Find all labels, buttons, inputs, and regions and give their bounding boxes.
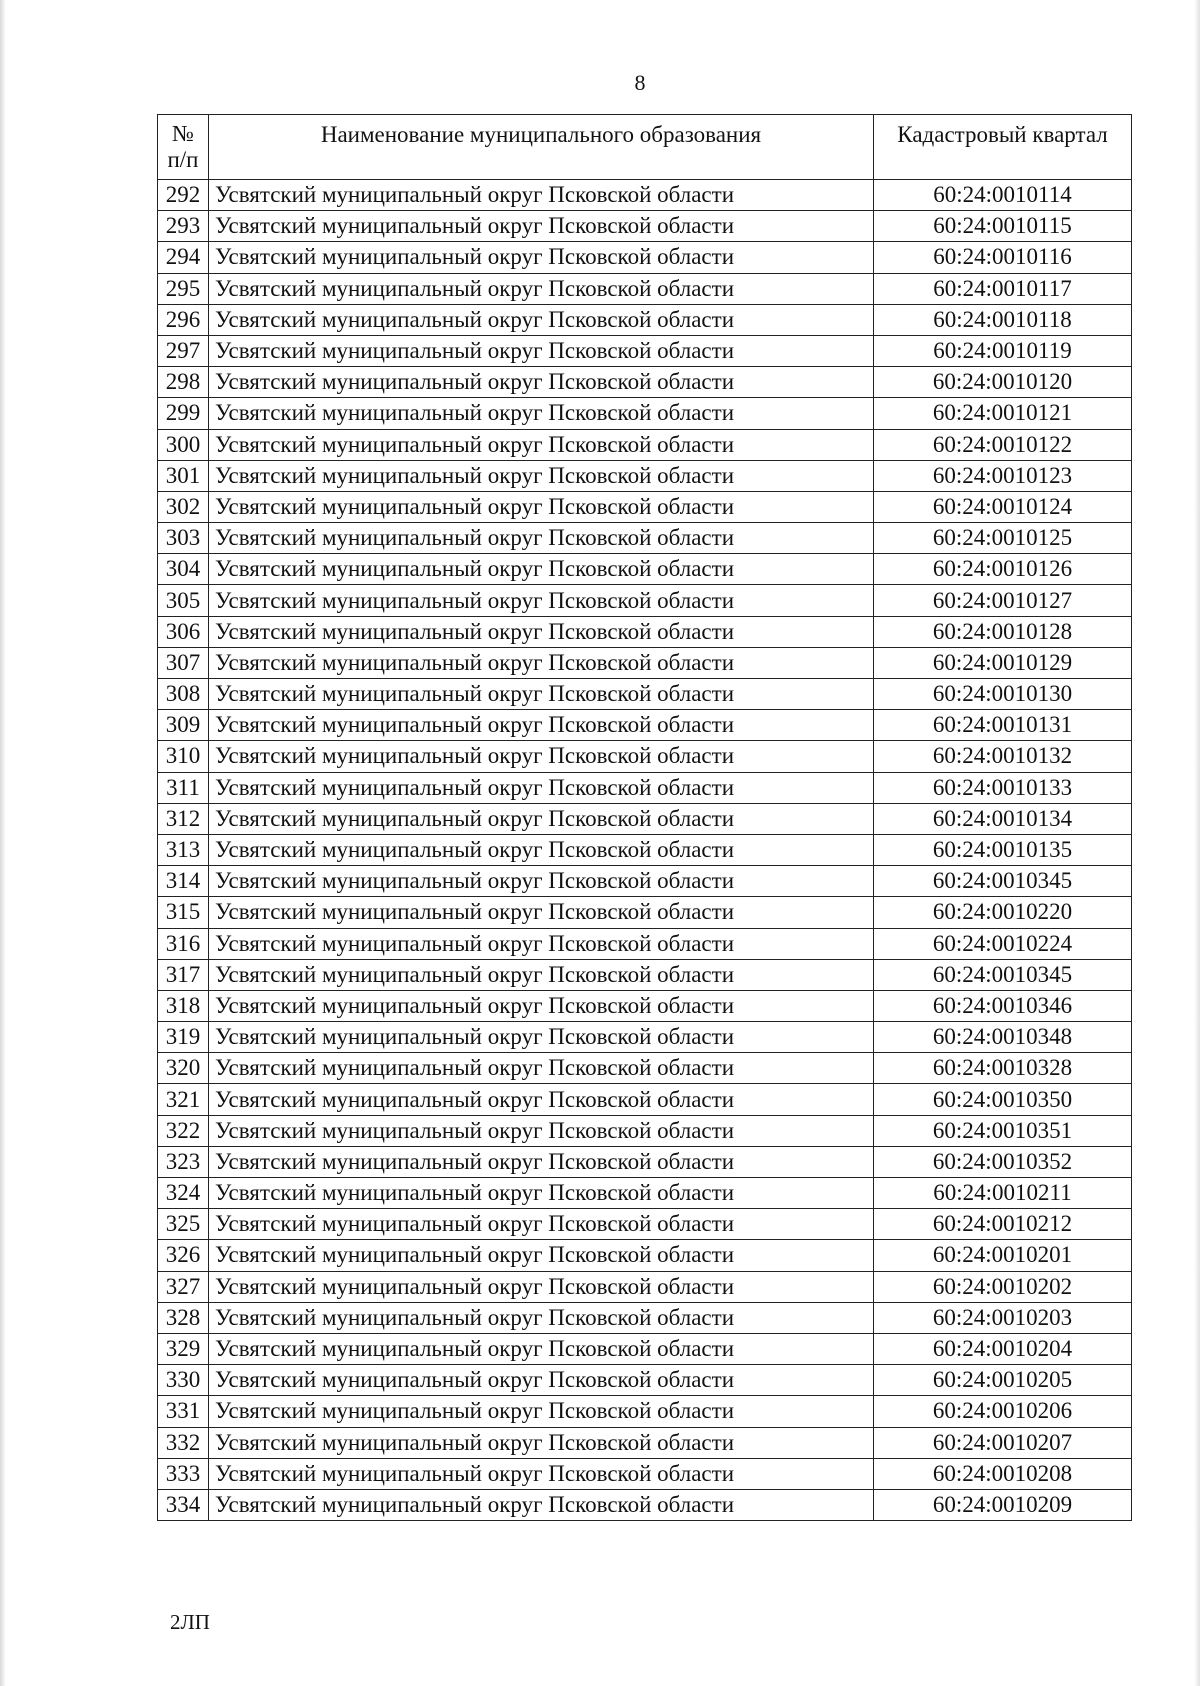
table-row [158, 1396, 1132, 1427]
row-municipality-name: Усвятский муниципальный округ Псковской области [209, 1365, 874, 1396]
table-row [158, 1365, 1132, 1396]
row-municipality-name: Усвятский муниципальный округ Псковской области [209, 710, 874, 741]
table-row [158, 335, 1132, 366]
row-municipality-name: Усвятский муниципальный округ Псковской области [209, 772, 874, 803]
row-cadastral-quarter: 60:24:0010117 [874, 273, 1132, 304]
table-row [158, 180, 1132, 211]
table-row [158, 897, 1132, 928]
row-number: 329 [158, 1333, 209, 1364]
header-cadastral-quarter: Кадастровый квартал [874, 115, 1132, 180]
row-number: 297 [158, 335, 209, 366]
row-cadastral-quarter: 60:24:0010120 [874, 367, 1132, 398]
row-number: 331 [158, 1396, 209, 1427]
row-municipality-name: Усвятский муниципальный округ Псковской области [209, 367, 874, 398]
row-number: 332 [158, 1427, 209, 1458]
row-municipality-name: Усвятский муниципальный округ Псковской области [209, 523, 874, 554]
row-cadastral-quarter: 60:24:0010209 [874, 1489, 1132, 1520]
row-municipality-name: Усвятский муниципальный округ Псковской области [209, 335, 874, 366]
table-row [158, 959, 1132, 990]
table-row [158, 679, 1132, 710]
row-number: 321 [158, 1084, 209, 1115]
row-municipality-name: Усвятский муниципальный округ Псковской области [209, 1084, 874, 1115]
row-cadastral-quarter: 60:24:0010352 [874, 1146, 1132, 1177]
row-number: 328 [158, 1302, 209, 1333]
row-municipality-name: Усвятский муниципальный округ Псковской области [209, 803, 874, 834]
row-municipality-name: Усвятский муниципальный округ Псковской области [209, 1209, 874, 1240]
row-number: 302 [158, 491, 209, 522]
row-number: 320 [158, 1053, 209, 1084]
table-row [158, 647, 1132, 678]
row-cadastral-quarter: 60:24:0010207 [874, 1427, 1132, 1458]
row-municipality-name: Усвятский муниципальный округ Псковской области [209, 1458, 874, 1489]
row-municipality-name: Усвятский муниципальный округ Псковской области [209, 990, 874, 1021]
row-municipality-name: Усвятский муниципальный округ Псковской области [209, 959, 874, 990]
row-number: 312 [158, 803, 209, 834]
row-cadastral-quarter: 60:24:0010119 [874, 335, 1132, 366]
row-cadastral-quarter: 60:24:0010348 [874, 1022, 1132, 1053]
row-number: 293 [158, 211, 209, 242]
table-row [158, 1333, 1132, 1364]
table-row [158, 616, 1132, 647]
row-cadastral-quarter: 60:24:0010201 [874, 1240, 1132, 1271]
row-number: 308 [158, 679, 209, 710]
row-cadastral-quarter: 60:24:0010127 [874, 585, 1132, 616]
table-row [158, 1084, 1132, 1115]
row-cadastral-quarter: 60:24:0010115 [874, 211, 1132, 242]
row-cadastral-quarter: 60:24:0010350 [874, 1084, 1132, 1115]
table-row [158, 1240, 1132, 1271]
row-number: 314 [158, 866, 209, 897]
row-municipality-name: Усвятский муниципальный округ Псковской области [209, 1271, 874, 1302]
row-municipality-name: Усвятский муниципальный округ Псковской области [209, 928, 874, 959]
table-row [158, 211, 1132, 242]
table-row [158, 1458, 1132, 1489]
row-number: 305 [158, 585, 209, 616]
row-number: 317 [158, 959, 209, 990]
row-cadastral-quarter: 60:24:0010123 [874, 460, 1132, 491]
row-number: 333 [158, 1458, 209, 1489]
row-number: 313 [158, 834, 209, 865]
row-cadastral-quarter: 60:24:0010132 [874, 741, 1132, 772]
scan-edge-left [0, 0, 6, 1686]
row-cadastral-quarter: 60:24:0010122 [874, 429, 1132, 460]
row-number: 296 [158, 304, 209, 335]
row-number: 301 [158, 460, 209, 491]
table-row [158, 928, 1132, 959]
row-municipality-name: Усвятский муниципальный округ Псковской области [209, 429, 874, 460]
footer-mark: 2ЛП [170, 1610, 210, 1634]
row-municipality-name: Усвятский муниципальный округ Псковской области [209, 1396, 874, 1427]
row-number: 295 [158, 273, 209, 304]
row-municipality-name: Усвятский муниципальный округ Псковской области [209, 1302, 874, 1333]
row-cadastral-quarter: 60:24:0010203 [874, 1302, 1132, 1333]
row-number: 323 [158, 1146, 209, 1177]
row-cadastral-quarter: 60:24:0010346 [874, 990, 1132, 1021]
table-row [158, 866, 1132, 897]
row-cadastral-quarter: 60:24:0010116 [874, 242, 1132, 273]
row-municipality-name: Усвятский муниципальный округ Псковской области [209, 398, 874, 429]
table-row [158, 398, 1132, 429]
table-row [158, 1115, 1132, 1146]
row-number: 303 [158, 523, 209, 554]
row-municipality-name: Усвятский муниципальный округ Псковской области [209, 1427, 874, 1458]
row-number: 307 [158, 647, 209, 678]
row-municipality-name: Усвятский муниципальный округ Псковской области [209, 1053, 874, 1084]
row-municipality-name: Усвятский муниципальный округ Псковской области [209, 834, 874, 865]
scan-edge-right [1194, 0, 1200, 1686]
row-cadastral-quarter: 60:24:0010125 [874, 523, 1132, 554]
row-municipality-name: Усвятский муниципальный округ Псковской области [209, 1022, 874, 1053]
row-number: 324 [158, 1178, 209, 1209]
row-number: 309 [158, 710, 209, 741]
row-cadastral-quarter: 60:24:0010118 [874, 304, 1132, 335]
table-row [158, 1053, 1132, 1084]
row-number: 322 [158, 1115, 209, 1146]
row-municipality-name: Усвятский муниципальный округ Псковской области [209, 1146, 874, 1177]
row-cadastral-quarter: 60:24:0010212 [874, 1209, 1132, 1240]
row-number: 304 [158, 554, 209, 585]
row-municipality-name: Усвятский муниципальный округ Псковской области [209, 616, 874, 647]
row-cadastral-quarter: 60:24:0010345 [874, 959, 1132, 990]
row-municipality-name: Усвятский муниципальный округ Псковской области [209, 211, 874, 242]
row-municipality-name: Усвятский муниципальный округ Псковской области [209, 460, 874, 491]
row-municipality-name: Усвятский муниципальный округ Псковской области [209, 1489, 874, 1520]
header-municipality-name: Наименование муниципального образования [209, 115, 874, 180]
row-cadastral-quarter: 60:24:0010202 [874, 1271, 1132, 1302]
row-cadastral-quarter: 60:24:0010224 [874, 928, 1132, 959]
row-cadastral-quarter: 60:24:0010134 [874, 803, 1132, 834]
table-row [158, 741, 1132, 772]
table-row [158, 491, 1132, 522]
table-row [158, 460, 1132, 491]
row-cadastral-quarter: 60:24:0010204 [874, 1333, 1132, 1364]
table-row [158, 803, 1132, 834]
table-row [158, 523, 1132, 554]
row-municipality-name: Усвятский муниципальный округ Псковской области [209, 242, 874, 273]
table-row [158, 1209, 1132, 1240]
table-row [158, 1022, 1132, 1053]
row-cadastral-quarter: 60:24:0010135 [874, 834, 1132, 865]
row-number: 292 [158, 180, 209, 211]
table-header-row [158, 115, 1132, 180]
row-municipality-name: Усвятский муниципальный округ Псковской области [209, 273, 874, 304]
row-municipality-name: Усвятский муниципальный округ Псковской области [209, 741, 874, 772]
row-number: 318 [158, 990, 209, 1021]
row-number: 299 [158, 398, 209, 429]
header-number-label: № п/п [167, 121, 199, 172]
row-cadastral-quarter: 60:24:0010130 [874, 679, 1132, 710]
row-cadastral-quarter: 60:24:0010211 [874, 1178, 1132, 1209]
row-cadastral-quarter: 60:24:0010220 [874, 897, 1132, 928]
row-number: 315 [158, 897, 209, 928]
row-cadastral-quarter: 60:24:0010328 [874, 1053, 1132, 1084]
table-row [158, 367, 1132, 398]
table-row [158, 273, 1132, 304]
row-number: 311 [158, 772, 209, 803]
row-number: 294 [158, 242, 209, 273]
page-number: 8 [634, 70, 646, 95]
row-cadastral-quarter: 60:24:0010208 [874, 1458, 1132, 1489]
header-number [158, 115, 209, 180]
table-row [158, 772, 1132, 803]
row-municipality-name: Усвятский муниципальный округ Псковской области [209, 647, 874, 678]
table-row [158, 554, 1132, 585]
table-row [158, 1427, 1132, 1458]
table-body [158, 180, 1132, 1521]
row-cadastral-quarter: 60:24:0010351 [874, 1115, 1132, 1146]
table-row [158, 1302, 1132, 1333]
row-municipality-name: Усвятский муниципальный округ Псковской области [209, 554, 874, 585]
row-municipality-name: Усвятский муниципальный округ Псковской области [209, 1115, 874, 1146]
row-cadastral-quarter: 60:24:0010345 [874, 866, 1132, 897]
row-municipality-name: Усвятский муниципальный округ Псковской области [209, 1240, 874, 1271]
row-cadastral-quarter: 60:24:0010126 [874, 554, 1132, 585]
row-number: 334 [158, 1489, 209, 1520]
row-municipality-name: Усвятский муниципальный округ Псковской области [209, 1178, 874, 1209]
row-number: 326 [158, 1240, 209, 1271]
row-number: 298 [158, 367, 209, 398]
row-cadastral-quarter: 60:24:0010206 [874, 1396, 1132, 1427]
row-municipality-name: Усвятский муниципальный округ Псковской области [209, 866, 874, 897]
row-municipality-name: Усвятский муниципальный округ Псковской области [209, 491, 874, 522]
table-row [158, 834, 1132, 865]
table-row [158, 304, 1132, 335]
table-row [158, 1489, 1132, 1520]
table-row [158, 1178, 1132, 1209]
row-cadastral-quarter: 60:24:0010124 [874, 491, 1132, 522]
row-cadastral-quarter: 60:24:0010121 [874, 398, 1132, 429]
row-number: 330 [158, 1365, 209, 1396]
table-row [158, 1271, 1132, 1302]
row-number: 306 [158, 616, 209, 647]
table-row [158, 990, 1132, 1021]
row-cadastral-quarter: 60:24:0010114 [874, 180, 1132, 211]
row-municipality-name: Усвятский муниципальный округ Псковской области [209, 585, 874, 616]
row-municipality-name: Усвятский муниципальный округ Псковской области [209, 679, 874, 710]
row-cadastral-quarter: 60:24:0010205 [874, 1365, 1132, 1396]
row-municipality-name: Усвятский муниципальный округ Псковской области [209, 1333, 874, 1364]
row-cadastral-quarter: 60:24:0010129 [874, 647, 1132, 678]
row-municipality-name: Усвятский муниципальный округ Псковской области [209, 897, 874, 928]
row-number: 310 [158, 741, 209, 772]
row-number: 327 [158, 1271, 209, 1302]
row-number: 316 [158, 928, 209, 959]
row-municipality-name: Усвятский муниципальный округ Псковской области [209, 180, 874, 211]
table-row [158, 1146, 1132, 1177]
table-row [158, 585, 1132, 616]
row-cadastral-quarter: 60:24:0010133 [874, 772, 1132, 803]
row-number: 325 [158, 1209, 209, 1240]
table-row [158, 242, 1132, 273]
cadastral-table [157, 114, 1132, 1521]
table-row [158, 429, 1132, 460]
row-cadastral-quarter: 60:24:0010131 [874, 710, 1132, 741]
row-municipality-name: Усвятский муниципальный округ Псковской области [209, 304, 874, 335]
row-number: 319 [158, 1022, 209, 1053]
table-row [158, 710, 1132, 741]
row-cadastral-quarter: 60:24:0010128 [874, 616, 1132, 647]
row-number: 300 [158, 429, 209, 460]
